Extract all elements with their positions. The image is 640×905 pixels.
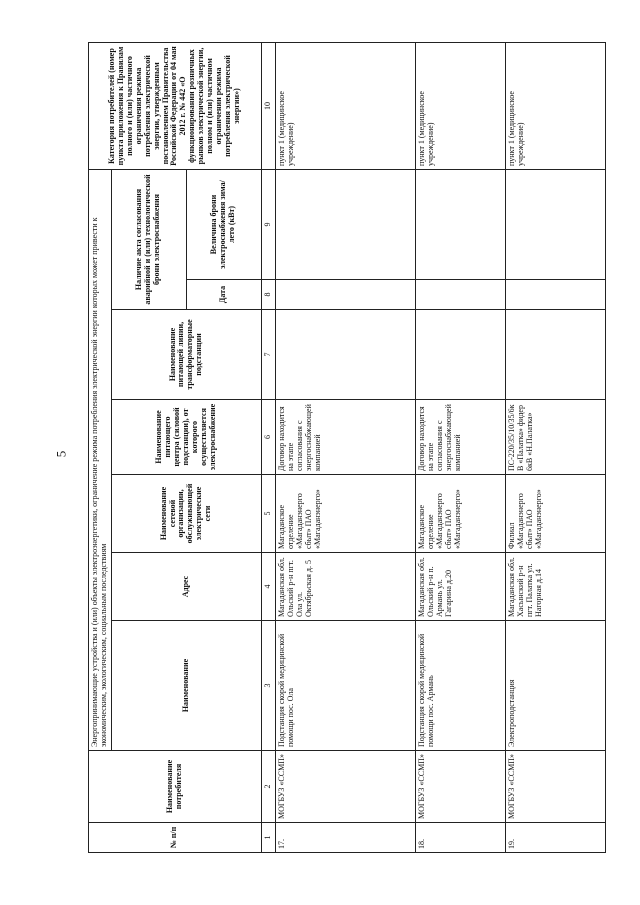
- table-row: [415, 43, 505, 853]
- header-num: № п/п: [89, 823, 262, 853]
- cell-name: Подстанция скорой медицинской помощи пос. Ола: [275, 621, 415, 751]
- column-number: 10: [261, 43, 275, 170]
- header-grid-org: Наименование сетевой организации, обслуживающей электрические сети: [111, 475, 261, 553]
- header-act-group: Наличие акта согласования аварийной и (или) технологической брони электроснабжения: [111, 170, 186, 310]
- cell-date: [275, 280, 415, 310]
- cell-num: 19.: [505, 823, 605, 853]
- column-number: 9: [261, 170, 275, 280]
- header-feeding-lines: Наименование питающей линии, трансформаторные подстанции: [111, 310, 261, 400]
- cell-category: пункт 1 (медицинское учреждение): [275, 43, 415, 170]
- cell-consumer: МОГБУЗ «ССМП»: [415, 751, 505, 823]
- cell-num: 17.: [275, 823, 415, 853]
- column-number: 4: [261, 553, 275, 621]
- header-feeding-center: Наименование питающего центра (силовой подстанции), от которого осуществляется электроснабжение: [111, 400, 261, 475]
- cell-grid-org: Филиал «Магаданэнерго сбыт» ПАО «Магаданэнерго»: [505, 475, 605, 553]
- consumers-table: [88, 42, 606, 853]
- header-consumer: Наименование потребителя: [89, 751, 262, 823]
- cell-consumer: МОГБУЗ «ССМП»: [505, 751, 605, 823]
- column-number-row: [261, 43, 275, 853]
- column-number: 8: [261, 280, 275, 310]
- column-number: 7: [261, 310, 275, 400]
- cell-feeding-center: Договор находится на этапе согласования с энергоснабжающей компанией: [275, 400, 415, 475]
- cell-name: Подстанция скорой медицинской помощи пос. Армань: [415, 621, 505, 751]
- column-number: 1: [261, 823, 275, 853]
- cell-reserve: [415, 170, 505, 280]
- header-category: Категория потребителей (номер пункта приложения к Правилам полного и (или) частичного ограничения режима потребления электрической энергии, утвержденным постановлением Правительства Российской Федерации от 04 мая 2012 г. № 442 «О функционировании розничных рынков электрической энергии, полном и (или) частичном ограничении режима потребления электрической энергии»): [89, 43, 262, 170]
- cell-feeding-center: ПС-220/35/10/35/6кВ «Палатка» фидер 6кВ «Н.Палатка»: [505, 400, 605, 475]
- header-date: Дата: [186, 280, 261, 310]
- cell-grid-org: Магаданское отделение «Магаданэнерго сбыт» ПАО «Магаданэнерго»: [415, 475, 505, 553]
- cell-feeding-lines: [505, 310, 605, 400]
- cell-feeding-center: Договор находится на этапе согласования с энергоснабжающей компанией: [415, 400, 505, 475]
- column-number: 5: [261, 475, 275, 553]
- cell-grid-org: Магаданское отделение «Магаданэнерго сбыт» ПАО «Магаданэнерго»: [275, 475, 415, 553]
- cell-consumer: МОГБУЗ «ССМП»: [275, 751, 415, 823]
- cell-date: [415, 280, 505, 310]
- cell-date: [505, 280, 605, 310]
- cell-feeding-lines: [415, 310, 505, 400]
- cell-num: 18.: [415, 823, 505, 853]
- header-address: Адрес: [111, 553, 261, 621]
- header-name: Наименование: [111, 621, 261, 751]
- cell-address: Магаданская обл. Хасынский р-н пгт. Палатка ул. Нагорная д.14: [505, 553, 605, 621]
- cell-reserve: [275, 170, 415, 280]
- cell-reserve: [505, 170, 605, 280]
- cell-feeding-lines: [275, 310, 415, 400]
- header-devices-group: Энергопринимающие устройства и (или) объекты электроэнергетики, ограничение режима потребления электрической энергии которых может привести к экономическим, экологическим, социальным последствиям: [89, 170, 112, 751]
- column-number: 3: [261, 621, 275, 751]
- cell-name: Электроподстанция: [505, 621, 605, 751]
- cell-address: Магаданская обл. Ольский р-н п. Армань ул. Гагарина д.20: [415, 553, 505, 621]
- column-number: 6: [261, 400, 275, 475]
- cell-category: пункт 1 (медицинское учреждение): [505, 43, 605, 170]
- column-number: 2: [261, 751, 275, 823]
- cell-address: Магаданская обл. Ольский р-н пгт. Ола ул. Октябрьская д. 5: [275, 553, 415, 621]
- table-row: [505, 43, 605, 853]
- table-row: [275, 43, 415, 853]
- page-number: 5: [53, 450, 69, 458]
- header-reserve: Величина брони электроснабжения зима/лето (кВт): [186, 170, 261, 280]
- cell-category: пункт 1 (медицинское учреждение): [415, 43, 505, 170]
